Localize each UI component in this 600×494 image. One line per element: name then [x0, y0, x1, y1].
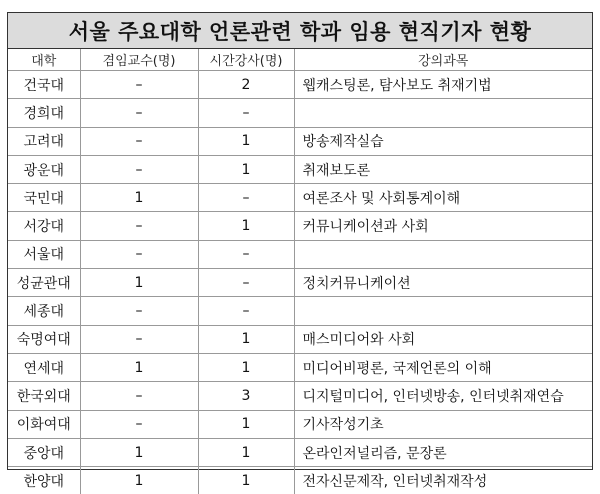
cell-subjects: 취재보도론 [294, 155, 592, 183]
cell-subjects: 기사작성기초 [294, 410, 592, 438]
cell-lecturer-count: – [198, 269, 294, 297]
cell-adjunct-count: 1 [80, 438, 198, 466]
header-row [8, 49, 592, 71]
cell-subjects [294, 240, 592, 268]
cell-subjects: 매스미디어와 사회 [294, 325, 592, 353]
cell-lecturer-count: – [198, 99, 294, 127]
cell-subjects: 미디어비평론, 국제언론의 이해 [294, 353, 592, 381]
cell-university: 한국외대 [8, 382, 80, 410]
table-row [8, 410, 592, 438]
cell-university: 연세대 [8, 353, 80, 381]
cell-lecturer-count: 1 [198, 127, 294, 155]
cell-subjects: 디지털미디어, 인터넷방송, 인터넷취재연습 [294, 382, 592, 410]
table-row [8, 155, 592, 183]
cell-adjunct-count: – [80, 410, 198, 438]
cell-adjunct-count: – [80, 297, 198, 325]
cell-university: 건국대 [8, 71, 80, 99]
cell-lecturer-count: 1 [198, 410, 294, 438]
table-row [8, 99, 592, 127]
cell-university: 숙명여대 [8, 325, 80, 353]
cell-subjects: 여론조사 및 사회통계이해 [294, 184, 592, 212]
cell-subjects [294, 297, 592, 325]
cell-university: 광운대 [8, 155, 80, 183]
cell-lecturer-count: 1 [198, 353, 294, 381]
table-row [8, 184, 592, 212]
cell-university: 국민대 [8, 184, 80, 212]
cell-lecturer-count: 3 [198, 382, 294, 410]
table-row [8, 297, 592, 325]
cell-subjects: 방송제작실습 [294, 127, 592, 155]
table-row [8, 325, 592, 353]
cell-adjunct-count: – [80, 325, 198, 353]
cell-subjects: 정치커뮤니케이션 [294, 269, 592, 297]
cell-university: 서강대 [8, 212, 80, 240]
cell-university: 성균관대 [8, 269, 80, 297]
cell-lecturer-count: 1 [198, 438, 294, 466]
cell-adjunct-count: – [80, 99, 198, 127]
cell-subjects: 온라인저널리즘, 문장론 [294, 438, 592, 466]
cell-adjunct-count: – [80, 240, 198, 268]
header-subjects: 강의과목 [294, 49, 592, 71]
table-row [8, 382, 592, 410]
table-row [8, 467, 592, 494]
cell-lecturer-count: 1 [198, 467, 294, 494]
cell-lecturer-count: 1 [198, 325, 294, 353]
header-adjunct: 겸임교수(명) [80, 49, 198, 71]
cell-university: 경희대 [8, 99, 80, 127]
cell-adjunct-count: 1 [80, 269, 198, 297]
cell-subjects: 웹캐스팅론, 탐사보도 취재기법 [294, 71, 592, 99]
table-row [8, 212, 592, 240]
cell-university: 서울대 [8, 240, 80, 268]
cell-adjunct-count: – [80, 382, 198, 410]
cell-university: 고려대 [8, 127, 80, 155]
cell-lecturer-count: – [198, 184, 294, 212]
cell-lecturer-count: 1 [198, 212, 294, 240]
table-row [8, 71, 592, 99]
cell-lecturer-count: 1 [198, 155, 294, 183]
cell-lecturer-count: 2 [198, 71, 294, 99]
table-row [8, 269, 592, 297]
header-university: 대학 [8, 49, 80, 71]
table-row [8, 438, 592, 466]
header-lecturer: 시간강사(명) [198, 49, 294, 71]
table-row [8, 353, 592, 381]
table-body [8, 71, 592, 494]
table-row [8, 240, 592, 268]
cell-university: 이화여대 [8, 410, 80, 438]
cell-adjunct-count: – [80, 155, 198, 183]
cell-subjects: 커뮤니케이션과 사회 [294, 212, 592, 240]
cell-university: 한양대 [8, 467, 80, 494]
table-row [8, 127, 592, 155]
cell-lecturer-count: – [198, 297, 294, 325]
cell-adjunct-count: 1 [80, 184, 198, 212]
cell-university: 중앙대 [8, 438, 80, 466]
cell-adjunct-count: – [80, 127, 198, 155]
cell-adjunct-count: – [80, 212, 198, 240]
cell-subjects: 전자신문제작, 인터넷취재작성 [294, 467, 592, 494]
cell-adjunct-count: – [80, 71, 198, 99]
cell-adjunct-count: 1 [80, 353, 198, 381]
cell-adjunct-count: 1 [80, 467, 198, 494]
cell-university: 세종대 [8, 297, 80, 325]
table-title: 서울 주요대학 언론관련 학과 임용 현직기자 현황 [8, 13, 592, 49]
cell-subjects [294, 99, 592, 127]
data-table [8, 49, 592, 494]
table-frame [7, 12, 593, 470]
cell-lecturer-count: – [198, 240, 294, 268]
